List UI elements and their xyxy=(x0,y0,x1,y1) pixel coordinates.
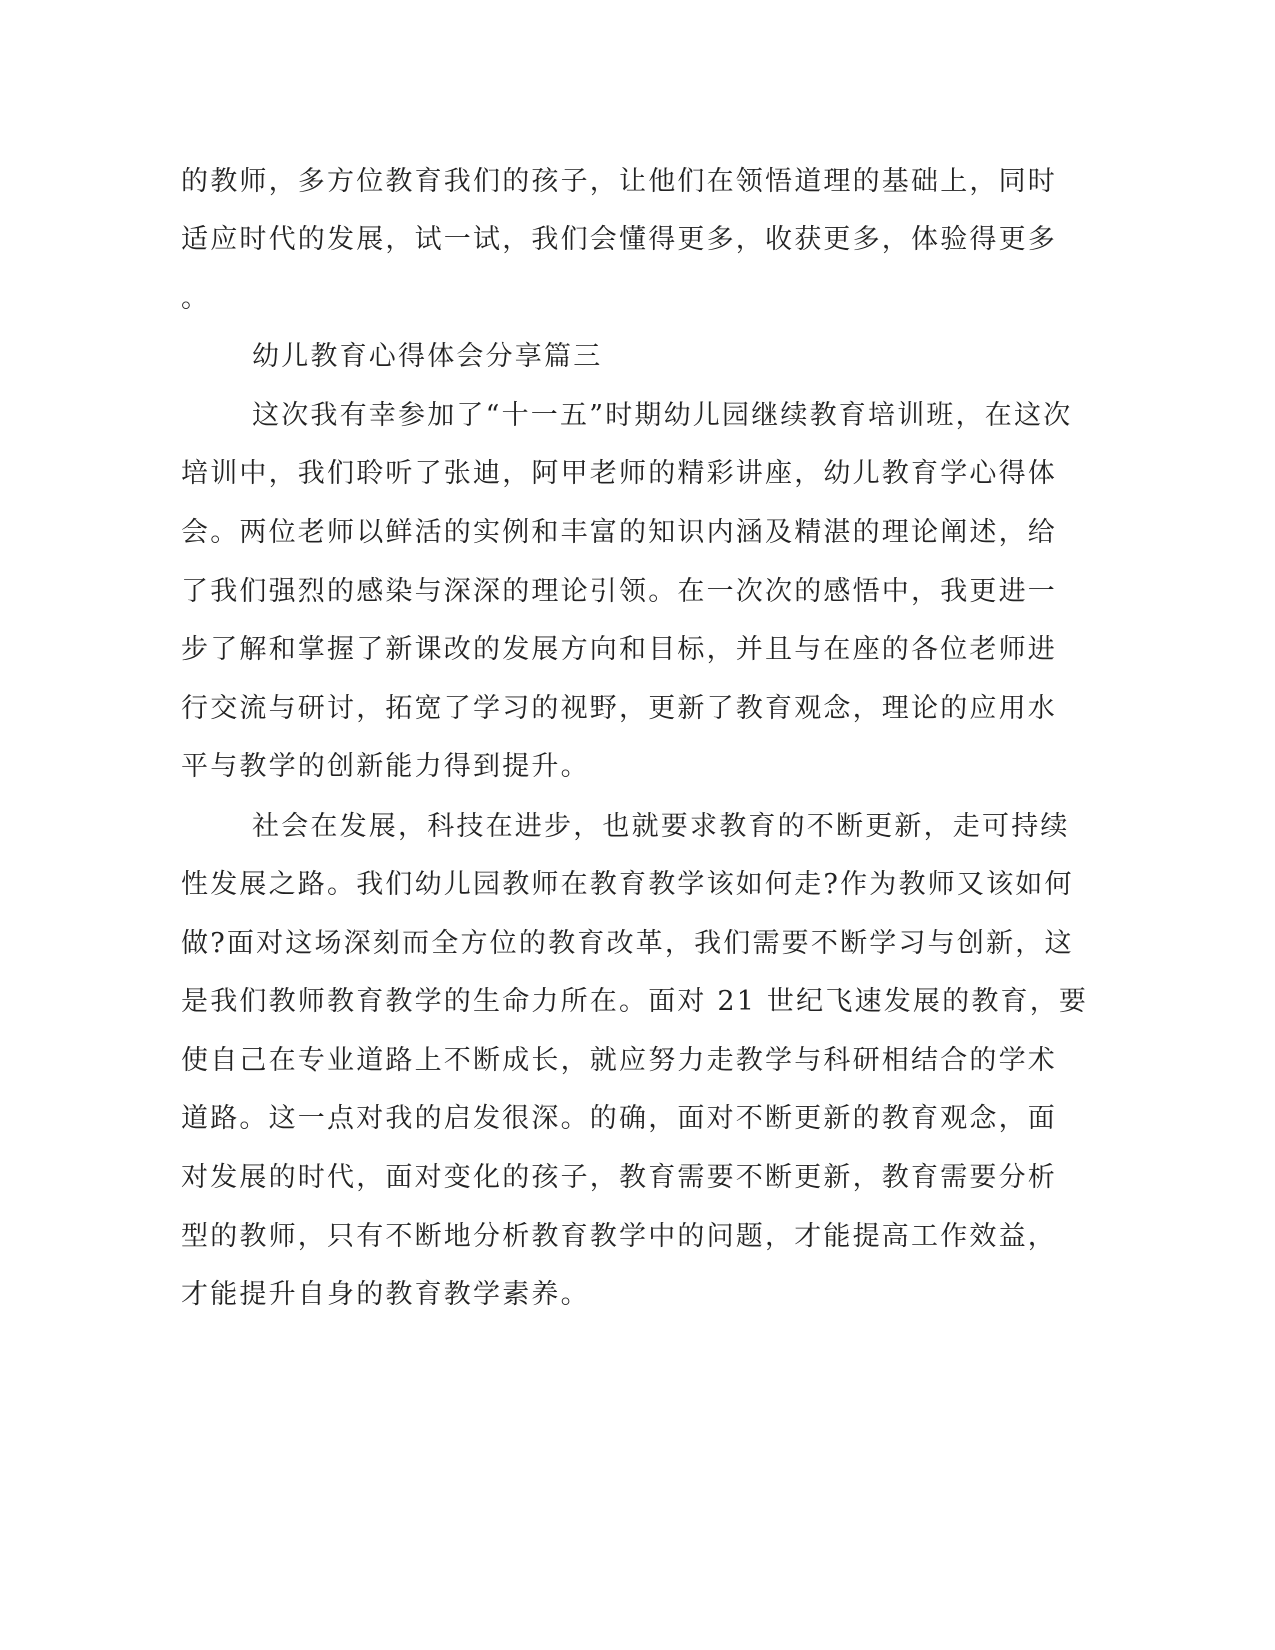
text-line: 型的教师，只有不断地分析教育教学中的问题，才能提高工作效益， xyxy=(181,1221,1057,1252)
text-line: 适应时代的发展，试一试，我们会懂得更多，收获更多，体验得更多 xyxy=(181,224,1057,255)
text-line: 做?面对这场深刻而全方位的教育改革，我们需要不断学习与创新，这 xyxy=(181,928,1074,959)
text-line: 行交流与研讨，拓宽了学习的视野，更新了教育观念，理论的应用水 xyxy=(181,693,1057,724)
text-line: 这次我有幸参加了“十一五”时期幼儿园继续教育培训班，在这次 xyxy=(252,400,1073,431)
text-line: 培训中，我们聆听了张迪，阿甲老师的精彩讲座，幼儿教育学心得体 xyxy=(181,458,1057,489)
text-line: 社会在发展，科技在进步，也就要求教育的不断更新，走可持续 xyxy=(252,811,1070,842)
text-line: 平与教学的创新能力得到提升。 xyxy=(181,751,590,782)
text-line: 会。两位老师以鲜活的实例和丰富的知识内涵及精湛的理论阐述，给 xyxy=(181,517,1057,548)
text-line: 性发展之路。我们幼儿园教师在教育教学该如何走?作为教师又该如何 xyxy=(181,869,1074,900)
text-line: 道路。这一点对我的启发很深。的确，面对不断更新的教育观念，面 xyxy=(181,1103,1057,1134)
text-line: 是我们教师教育教学的生命力所在。面对 21 世纪飞速发展的教育，要 xyxy=(181,986,1089,1017)
text-line: 才能提升自身的教育教学素养。 xyxy=(181,1279,590,1310)
section-title: 幼儿教育心得体会分享篇三 xyxy=(252,341,603,372)
text-line: 步了解和掌握了新课改的发展方向和目标，并且与在座的各位老师进 xyxy=(181,634,1057,665)
text-line: 使自己在专业道路上不断成长，就应努力走教学与科研相结合的学术 xyxy=(181,1045,1057,1076)
text-line: 的教师，多方位教育我们的孩子，让他们在领悟道理的基础上，同时 xyxy=(181,166,1057,197)
text-line: 了我们强烈的感染与深深的理论引领。在一次次的感悟中，我更进一 xyxy=(181,576,1057,607)
text-line: 。 xyxy=(181,283,211,314)
text-line: 对发展的时代，面对变化的孩子，教育需要不断更新，教育需要分析 xyxy=(181,1162,1057,1193)
